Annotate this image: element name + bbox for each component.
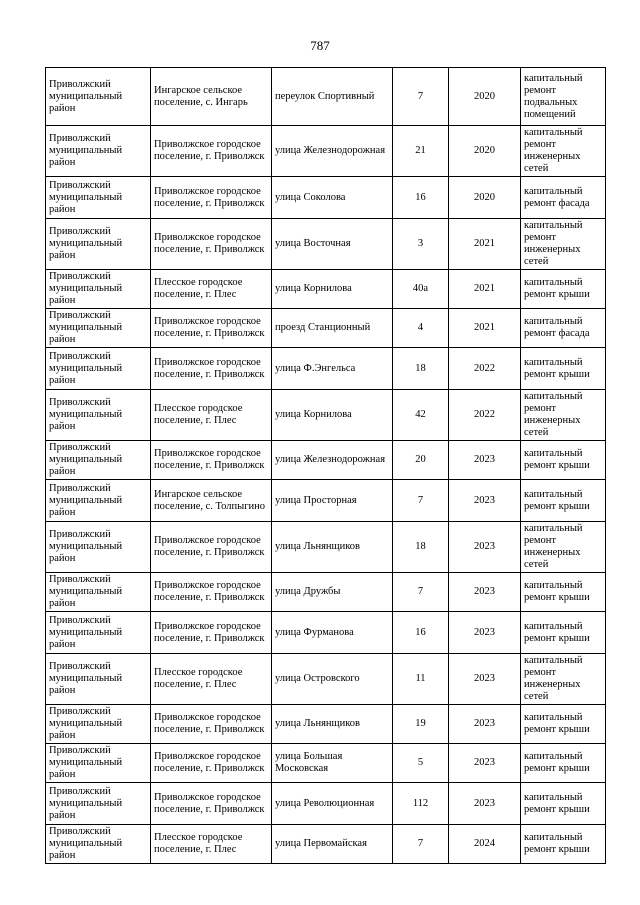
street-cell: улица Первомайская bbox=[272, 825, 393, 864]
year-cell: 2023 bbox=[449, 480, 521, 522]
street-cell: улица Восточная bbox=[272, 219, 393, 270]
street-cell: улица Железнодорожная bbox=[272, 441, 393, 480]
year-cell: 2023 bbox=[449, 744, 521, 783]
street-cell: улица Большая Московская bbox=[272, 744, 393, 783]
district-cell: Приволжский муниципальный район bbox=[46, 177, 151, 219]
table-row bbox=[46, 390, 606, 441]
house-number-cell: 16 bbox=[393, 612, 449, 654]
street-cell: улица Льнянщиков bbox=[272, 522, 393, 573]
street-cell: проезд Станционный bbox=[272, 309, 393, 348]
district-cell: Приволжский муниципальный район bbox=[46, 348, 151, 390]
house-number-cell: 3 bbox=[393, 219, 449, 270]
house-number-cell: 16 bbox=[393, 177, 449, 219]
house-number-cell: 20 bbox=[393, 441, 449, 480]
work-type-cell: капитальный ремонт инженерных сетей bbox=[521, 126, 606, 177]
work-type-cell: капитальный ремонт инженерных сетей bbox=[521, 390, 606, 441]
table-row bbox=[46, 309, 606, 348]
year-cell: 2020 bbox=[449, 177, 521, 219]
settlement-cell: Приволжское городское поселение, г. Приволжск bbox=[151, 612, 272, 654]
work-type-cell: капитальный ремонт крыши bbox=[521, 480, 606, 522]
house-number-cell: 5 bbox=[393, 744, 449, 783]
work-type-cell: капитальный ремонт крыши bbox=[521, 348, 606, 390]
year-cell: 2022 bbox=[449, 348, 521, 390]
street-cell: улица Островского bbox=[272, 654, 393, 705]
street-cell: улица Просторная bbox=[272, 480, 393, 522]
work-type-cell: капитальный ремонт крыши bbox=[521, 573, 606, 612]
settlement-cell: Приволжское городское поселение, г. Приволжск bbox=[151, 573, 272, 612]
settlement-cell: Плесское городское поселение, г. Плес bbox=[151, 390, 272, 441]
table-row bbox=[46, 705, 606, 744]
settlement-cell: Ингарское сельское поселение, с. Толпыгино bbox=[151, 480, 272, 522]
settlement-cell: Приволжское городское поселение, г. Приволжск bbox=[151, 705, 272, 744]
work-type-cell: капитальный ремонт крыши bbox=[521, 612, 606, 654]
settlement-cell: Приволжское городское поселение, г. Приволжск bbox=[151, 348, 272, 390]
table-row bbox=[46, 783, 606, 825]
table-row bbox=[46, 219, 606, 270]
settlement-cell: Плесское городское поселение, г. Плес bbox=[151, 270, 272, 309]
table-body bbox=[46, 68, 606, 864]
house-number-cell: 21 bbox=[393, 126, 449, 177]
work-type-cell: капитальный ремонт инженерных сетей bbox=[521, 522, 606, 573]
street-cell: улица Фурманова bbox=[272, 612, 393, 654]
year-cell: 2021 bbox=[449, 270, 521, 309]
year-cell: 2021 bbox=[449, 219, 521, 270]
year-cell: 2023 bbox=[449, 654, 521, 705]
settlement-cell: Ингарское сельское поселение, с. Ингарь bbox=[151, 68, 272, 126]
work-type-cell: капитальный ремонт фасада bbox=[521, 177, 606, 219]
table-row bbox=[46, 177, 606, 219]
district-cell: Приволжский муниципальный район bbox=[46, 441, 151, 480]
year-cell: 2023 bbox=[449, 612, 521, 654]
work-type-cell: капитальный ремонт крыши bbox=[521, 441, 606, 480]
district-cell: Приволжский муниципальный район bbox=[46, 612, 151, 654]
table-row bbox=[46, 825, 606, 864]
year-cell: 2021 bbox=[449, 309, 521, 348]
table-row bbox=[46, 573, 606, 612]
settlement-cell: Приволжское городское поселение, г. Приволжск bbox=[151, 309, 272, 348]
year-cell: 2020 bbox=[449, 68, 521, 126]
settlement-cell: Приволжское городское поселение, г. Приволжск bbox=[151, 783, 272, 825]
street-cell: улица Железнодорожная bbox=[272, 126, 393, 177]
table-row bbox=[46, 270, 606, 309]
work-type-cell: капитальный ремонт крыши bbox=[521, 705, 606, 744]
district-cell: Приволжский муниципальный район bbox=[46, 390, 151, 441]
street-cell: улица Льнянщиков bbox=[272, 705, 393, 744]
district-cell: Приволжский муниципальный район bbox=[46, 522, 151, 573]
settlement-cell: Приволжское городское поселение, г. Приволжск bbox=[151, 177, 272, 219]
year-cell: 2024 bbox=[449, 825, 521, 864]
house-number-cell: 4 bbox=[393, 309, 449, 348]
house-number-cell: 7 bbox=[393, 480, 449, 522]
house-number-cell: 40а bbox=[393, 270, 449, 309]
settlement-cell: Приволжское городское поселение, г. Приволжск bbox=[151, 441, 272, 480]
district-cell: Приволжский муниципальный район bbox=[46, 705, 151, 744]
table-row bbox=[46, 441, 606, 480]
table-row bbox=[46, 126, 606, 177]
table-row bbox=[46, 612, 606, 654]
house-number-cell: 19 bbox=[393, 705, 449, 744]
work-type-cell: капитальный ремонт инженерных сетей bbox=[521, 219, 606, 270]
year-cell: 2023 bbox=[449, 705, 521, 744]
settlement-cell: Приволжское городское поселение, г. Приволжск bbox=[151, 522, 272, 573]
house-number-cell: 42 bbox=[393, 390, 449, 441]
district-cell: Приволжский муниципальный район bbox=[46, 309, 151, 348]
house-number-cell: 7 bbox=[393, 68, 449, 126]
settlement-cell: Плесское городское поселение, г. Плес bbox=[151, 654, 272, 705]
table-row bbox=[46, 654, 606, 705]
work-type-cell: капитальный ремонт крыши bbox=[521, 783, 606, 825]
house-number-cell: 7 bbox=[393, 825, 449, 864]
year-cell: 2023 bbox=[449, 573, 521, 612]
work-type-cell: капитальный ремонт крыши bbox=[521, 744, 606, 783]
district-cell: Приволжский муниципальный район bbox=[46, 783, 151, 825]
house-number-cell: 18 bbox=[393, 348, 449, 390]
settlement-cell: Приволжское городское поселение, г. Приволжск bbox=[151, 126, 272, 177]
settlement-cell: Приволжское городское поселение, г. Приволжск bbox=[151, 744, 272, 783]
district-cell: Приволжский муниципальный район bbox=[46, 219, 151, 270]
street-cell: улица Революционная bbox=[272, 783, 393, 825]
district-cell: Приволжский муниципальный район bbox=[46, 573, 151, 612]
table-row bbox=[46, 522, 606, 573]
table-row bbox=[46, 68, 606, 126]
settlement-cell: Приволжское городское поселение, г. Приволжск bbox=[151, 219, 272, 270]
year-cell: 2023 bbox=[449, 783, 521, 825]
page-number: 787 bbox=[310, 38, 330, 53]
table-row bbox=[46, 348, 606, 390]
district-cell: Приволжский муниципальный район bbox=[46, 744, 151, 783]
house-number-cell: 112 bbox=[393, 783, 449, 825]
repair-schedule-table bbox=[45, 67, 606, 864]
year-cell: 2020 bbox=[449, 126, 521, 177]
district-cell: Приволжский муниципальный район bbox=[46, 126, 151, 177]
year-cell: 2023 bbox=[449, 441, 521, 480]
work-type-cell: капитальный ремонт инженерных сетей bbox=[521, 654, 606, 705]
work-type-cell: капитальный ремонт крыши bbox=[521, 825, 606, 864]
work-type-cell: капитальный ремонт подвальных помещений bbox=[521, 68, 606, 126]
district-cell: Приволжский муниципальный район bbox=[46, 825, 151, 864]
settlement-cell: Плесское городское поселение, г. Плес bbox=[151, 825, 272, 864]
district-cell: Приволжский муниципальный район bbox=[46, 68, 151, 126]
table-row bbox=[46, 480, 606, 522]
street-cell: улица Корнилова bbox=[272, 270, 393, 309]
district-cell: Приволжский муниципальный район bbox=[46, 654, 151, 705]
house-number-cell: 7 bbox=[393, 573, 449, 612]
year-cell: 2022 bbox=[449, 390, 521, 441]
work-type-cell: капитальный ремонт фасада bbox=[521, 309, 606, 348]
year-cell: 2023 bbox=[449, 522, 521, 573]
table-row bbox=[46, 744, 606, 783]
street-cell: улица Ф.Энгельса bbox=[272, 348, 393, 390]
work-type-cell: капитальный ремонт крыши bbox=[521, 270, 606, 309]
district-cell: Приволжский муниципальный район bbox=[46, 270, 151, 309]
street-cell: переулок Спортивный bbox=[272, 68, 393, 126]
house-number-cell: 11 bbox=[393, 654, 449, 705]
street-cell: улица Соколова bbox=[272, 177, 393, 219]
street-cell: улица Дружбы bbox=[272, 573, 393, 612]
street-cell: улица Корнилова bbox=[272, 390, 393, 441]
house-number-cell: 18 bbox=[393, 522, 449, 573]
district-cell: Приволжский муниципальный район bbox=[46, 480, 151, 522]
